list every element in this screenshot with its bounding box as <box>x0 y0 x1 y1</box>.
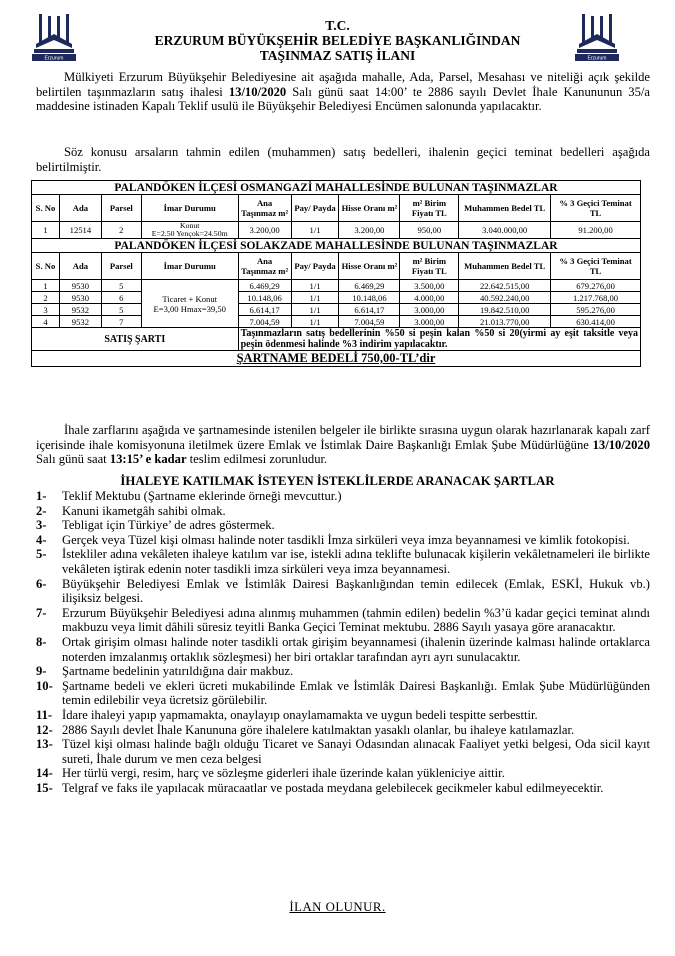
list-item: 12- 2886 Sayılı devlet İhale Kanununa göre ihalelere katılmaktan yasaklı olanlar, bu ihaleye katılamazlar. <box>36 722 575 737</box>
list-item: 5- İstekliler adına vekâleten ihaleye katılım var ise, istekli adına teklifte bulunacak kişilerin vekâletnameleri ile birlikte vekâleten iştirak edenin noter tasdikli imza sirküleri veya imza beyannamesi. <box>36 547 650 576</box>
section-osmangazi: PALANDÖKEN İLÇESİ OSMANGAZİ MAHALLESİNDE BULUNAN TAŞINMAZLAR <box>32 181 641 195</box>
list-item: 3- Tebligat için Türkiye’ de adres göstermek. <box>36 518 275 533</box>
table-row: 4 9532 7 7.004,59 1/1 7.004,59 3.000,00 21.013.770,00 630.414,00 <box>32 316 641 328</box>
sale-terms-label: SATIŞ ŞARTI <box>32 328 239 351</box>
table-header: S. No Ada Parsel İmar Durumu Ana Taşınmaz m² Pay/ Payda Hisse Oranı m² m² Birim Fiyatı TL Muhammen Bedel TL % 3 Geçici Teminat TL <box>32 195 641 222</box>
table-row: 1 12514 2 Konut E=2.50 Yençok=24.50m 3.200,00 1/1 3.200,00 950,00 3.040.000,00 91.200,00 <box>32 222 641 239</box>
header-institution: ERZURUM BÜYÜKŞEHİR BELEDİYE BAŞKANLIĞINDAN <box>154 33 521 48</box>
table-header: S. No Ada Parsel İmar Durumu Ana Taşınmaz m² Pay/ Payda Hisse Oranı m² m² Birim Fiyatı TL Muhammen Bedel TL % 3 Geçici Teminat TL <box>32 253 641 280</box>
document-header <box>0 18 675 63</box>
logo-text: Erzurum <box>44 55 64 62</box>
section-solakzade: PALANDÖKEN İLÇESİ SOLAKZADE MAHALLESİNDE BULUNAN TAŞINMAZLAR <box>32 239 641 253</box>
intro-paragraph-2: Söz konusu arsaların tahmin edilen (muhammen) satış bedelleri, ihalenin geçici teminat bedelleri aşağıda belirtilmiştir. <box>36 145 650 174</box>
list-item: 15- Telgraf ve faks ile yapılacak müracaatlar ve postada meydana gelebilecek gecikmeler kabul edilmeyecektir. <box>36 780 604 795</box>
header-title: TAŞINMAZ SATIŞ İLANI <box>259 48 416 63</box>
property-table <box>31 180 641 367</box>
zoning-cell: Ticaret + Konut E=3,00 Hmax=39,50 <box>141 280 238 328</box>
list-item: 1- Teklif Mektubu (Şartname eklerinde örneği mevcuttur.) <box>36 489 342 503</box>
list-item: 11- İdare ihaleyi yapıp yapmamakta, onaylayıp onaylamamakta ve uygun bedeli tespitte serbesttir. <box>36 707 538 722</box>
sale-terms-row <box>32 328 641 351</box>
list-item: 4- Gerçek veya Tüzel kişi olması halinde noter tasdikli İmza sirküleri veya imza beyannamesi ve kimlik fotokopisi. <box>36 532 630 547</box>
list-item: 14- Her türlü vergi, resim, harç ve sözleşme giderleri ihale üzerinde kalan yükleniciye aittir. <box>36 766 505 781</box>
list-item: 9- Şartname bedelinin yatırıldığına dair makbuz. <box>36 664 294 679</box>
table-row: 1 9530 5 Ticaret + Konut E=3,00 Hmax=39,50 6.469,29 1/1 6.469,29 3.500,00 22.642.515,00 679.276,00 <box>32 280 641 292</box>
specification-fee: ŞARTNAME BEDELİ 750,00-TL’dir <box>32 351 641 367</box>
list-item: 6- Büyükşehir Belediyesi Emlak ve İstimlâk Dairesi Başkanlığından temin edilecek (Emlak, ESKİ, Hukuk vb.) ilişiksiz belgesi. <box>36 576 650 606</box>
list-item: 13- Tüzel kişi olması halinde bağlı olduğu Ticaret ve Sanayi Odasından alınacak Faaliyet yetki belgesi, Oda sicil kayıt sureti, İhale durum ve men ceza belgesi <box>36 737 650 766</box>
intro-paragraph-1: Mülkiyeti Erzurum Büyükşehir Belediyesine ait aşağıda mahalle, Ada, Parsel, Mesahası ve niteliği açık şekilde belirtilen taşınmazların satış ihalesi 13/10/2020 Salı günü saat 14:00’ te 2886 sayılı Devlet İhale Kanununun 35/a maddesine istinaden Kapalı Teklif usulü ile Büyükşehir Belediyesi Encümen salonunda yapılacaktır. <box>36 70 650 114</box>
submission-paragraph: İhale zarflarını aşağıda ve şartnamesinde istenilen belgeler ile birlikte sırasına uygun olarak hazırlanarak kapalı zarf içerisinde ihale komisyonuna iletilmek üzere Emlak ve İstimlak Daire Başkanlığı Emlak Şube Müdürlüğüne 13/10/2020 Salı günü saat 13:15’ e kadar teslim edilmesi zorunludur. <box>36 423 650 467</box>
conditions-list <box>36 489 650 795</box>
list-item: 10- Şartname bedeli ve ekleri ücreti mukabilinde Emlak ve İstimlâk Dairesi Başkanlığı. Emlak Şube Müdürlüğünden temin edilebilir veya ücretsiz görülebilir. <box>36 678 650 708</box>
list-item: 7- Erzurum Büyükşehir Belediyesi adına alınmış muhammen (tahmin edilen) bedelin %3’ü kadar geçici teminat alındı makbuzu veya limit dâhili süresiz teyitli Banka Geçici Teminat mektubu. 2886 Sayılı yasaya göre aranacaktır. <box>36 605 650 635</box>
table-row: 3 9532 5 6.614,17 1/1 6.614,17 3.000,00 19.842.510,00 595.276,00 <box>32 304 641 316</box>
table-row: 2 9530 6 10.148,06 1/1 10.148,06 4.000,00 40.592.240,00 1.217.768,00 <box>32 292 641 304</box>
sale-terms-text: Taşınmazların satış bedellerinin %50 si peşin kalan %50 si 20(yirmi ay eşit taksitle veya peşin ödenmesi halinde %3 indirim yapılacaktır. <box>238 328 640 351</box>
conditions-title: İHALEYE KATILMAK İSTEYEN İSTEKLİLERDE ARANACAK ŞARTLAR <box>120 474 555 488</box>
auction-date: 13/10/2020 <box>228 84 287 99</box>
logo-text: Erzurum <box>587 55 607 62</box>
list-item: 8- Ortak girişim olması halinde noter tasdikli ortak girişim beyannamesi (ihalenin üzerinde kalması halinde ortaklarca noterden imzalanmış ortaklık sözleşmesi) her biri ortaklar tarafından ayrı ayrı sunulacaktır. <box>36 634 650 664</box>
announcement-footer: İLAN OLUNUR. <box>289 900 386 914</box>
list-item: 2- Kanuni ikametgâh sahibi olmak. <box>36 503 226 518</box>
header-tc: T.C. <box>325 18 350 33</box>
